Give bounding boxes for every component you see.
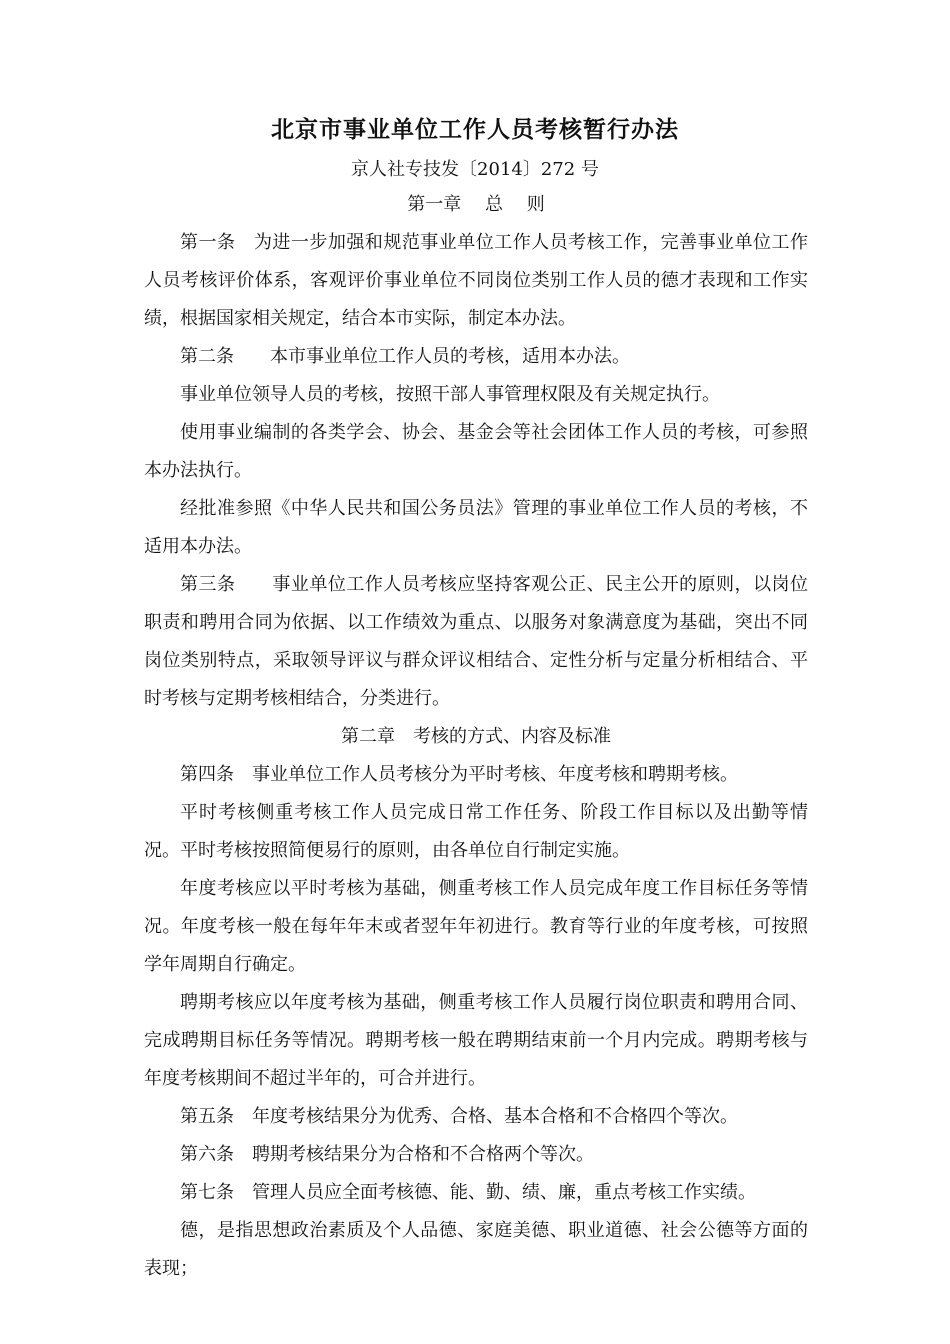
body-paragraph: 平时考核侧重考核工作人员完成日常工作任务、阶段工作目标以及出勤等情况。平时考核按照简便易行的原则，由各单位自行制定实施。 (144, 802, 808, 861)
article-paragraph: 第六条 聘期考核结果分为合格和不合格两个等次。 (180, 1144, 594, 1165)
chapter-heading: 第一章 总 则 (407, 194, 545, 215)
body-paragraph: 使用事业编制的各类学会、协会、基金会等社会团体工作人员的考核，可参照本办法执行。 (144, 422, 808, 481)
body-paragraph: 年度考核应以平时考核为基础，侧重考核工作人员完成年度工作目标任务等情况。年度考核一般在每年年末或者翌年年初进行。教育等行业的年度考核，可按照学年周期自行确定。 (144, 878, 808, 975)
chapter-heading: 第二章 考核的方式、内容及标准 (341, 726, 611, 747)
body-paragraph: 聘期考核应以年度考核为基础，侧重考核工作人员履行岗位职责和聘用合同、完成聘期目标任务等情况。聘期考核一般在聘期结束前一个月内完成。聘期考核与年度考核期间不超过半年的，可合并进行。 (144, 992, 808, 1089)
article-paragraph: 第三条 事业单位工作人员考核应坚持客观公正、民主公开的原则，以岗位职责和聘用合同为依据、以工作绩效为重点、以服务对象满意度为基础，突出不同岗位类别特点，采取领导评议与群众评议相结合、定性分析与定量分析相结合、平时考核与定期考核相结合，分类进行。 (144, 574, 808, 709)
article-paragraph: 第二条 本市事业单位工作人员的考核，适用本办法。 (180, 346, 630, 367)
article-paragraph: 第四条 事业单位工作人员考核分为平时考核、年度考核和聘期考核。 (180, 764, 738, 785)
document-body (144, 186, 808, 1288)
article-paragraph: 第七条 管理人员应全面考核德、能、勤、绩、廉，重点考核工作实绩。 (180, 1182, 756, 1203)
article-paragraph: 第一条 为进一步加强和规范事业单位工作人员考核工作，完善事业单位工作人员考核评价体系，客观评价事业单位不同岗位类别工作人员的德才表现和工作实绩，根据国家相关规定，结合本市实际，制定本办法。 (144, 232, 808, 329)
body-paragraph: 经批准参照《中华人民共和国公务员法》管理的事业单位工作人员的考核，不适用本办法。 (144, 498, 808, 557)
body-paragraph: 德，是指思想政治素质及个人品德、家庭美德、职业道德、社会公德等方面的表现； (144, 1220, 808, 1279)
document-title: 北京市事业单位工作人员考核暂行办法 (271, 117, 679, 143)
body-paragraph: 事业单位领导人员的考核，按照干部人事管理权限及有关规定执行。 (180, 384, 720, 405)
article-paragraph: 第五条 年度考核结果分为优秀、合格、基本合格和不合格四个等次。 (180, 1106, 738, 1127)
document-number: 京人社专技发〔2014〕272 号 (351, 159, 599, 180)
